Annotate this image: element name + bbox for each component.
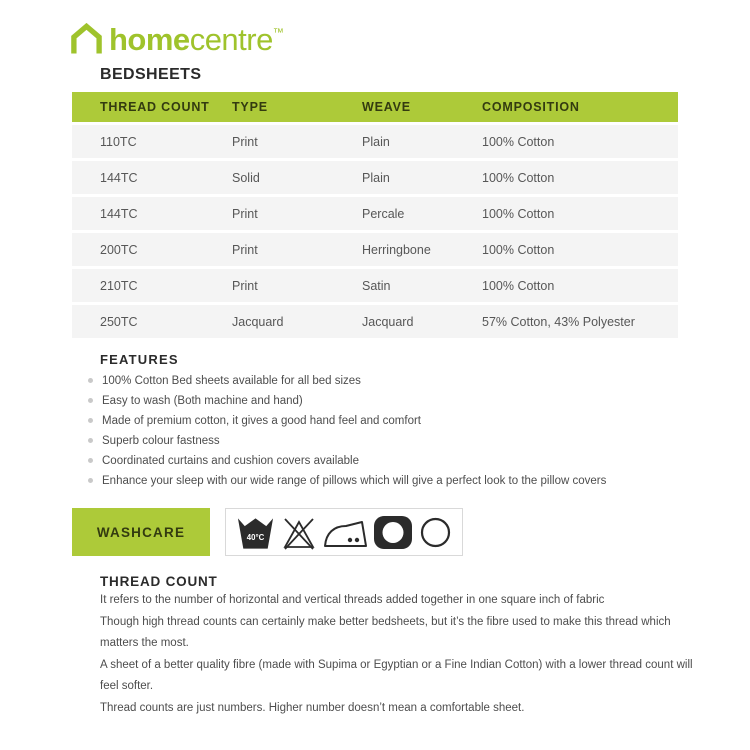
page-title: BEDSHEETS bbox=[100, 66, 202, 83]
cell-weave: Plain bbox=[362, 170, 390, 185]
table-row bbox=[72, 305, 678, 338]
logo-word-centre: centre bbox=[189, 22, 273, 57]
cell-composition: 100% Cotton bbox=[482, 170, 555, 185]
feature-item bbox=[88, 373, 606, 393]
table-row bbox=[72, 125, 678, 158]
cell-thread-count: 210TC bbox=[100, 278, 138, 293]
do-not-bleach-icon bbox=[280, 514, 318, 551]
bullet-icon bbox=[88, 398, 93, 403]
washcare-section bbox=[72, 508, 463, 556]
dry-clean-icon bbox=[419, 514, 452, 551]
bullet-icon bbox=[88, 458, 93, 463]
description-line: Though high thread counts can certainly make better bedsheets, but it’s the fibre used to make this thread which bbox=[100, 615, 671, 628]
description-line: feel softer. bbox=[100, 680, 154, 692]
feature-text: Made of premium cotton, it gives a good hand feel and comfort bbox=[102, 415, 421, 427]
description-line: A sheet of a better quality fibre (made with Supima or Egyptian or a Fine Indian Cotton) with a lower thread count will bbox=[100, 658, 693, 671]
features-heading: FEATURES bbox=[100, 352, 179, 367]
feature-item bbox=[88, 473, 606, 493]
washcare-badge: WASHCARE bbox=[72, 508, 210, 556]
cell-type: Solid bbox=[232, 170, 260, 185]
bullet-icon bbox=[88, 378, 93, 383]
bullet-icon bbox=[88, 438, 93, 443]
table-header-row bbox=[72, 92, 678, 122]
cell-weave: Plain bbox=[362, 134, 390, 149]
cell-type: Print bbox=[232, 134, 258, 149]
cell-weave: Jacquard bbox=[362, 314, 414, 329]
column-header-weave: WEAVE bbox=[362, 100, 411, 114]
cell-composition: 100% Cotton bbox=[482, 134, 555, 149]
bullet-icon bbox=[88, 478, 93, 483]
thread-count-description bbox=[100, 590, 700, 719]
table-row bbox=[72, 233, 678, 266]
cell-type: Jacquard bbox=[232, 314, 284, 329]
cell-thread-count: 144TC bbox=[100, 206, 138, 221]
column-header-composition: COMPOSITION bbox=[482, 100, 580, 114]
feature-text: Superb colour fastness bbox=[102, 435, 220, 447]
wash-temp-label: 40°C bbox=[246, 532, 265, 542]
feature-text: Easy to wash (Both machine and hand) bbox=[102, 395, 303, 407]
feature-item bbox=[88, 433, 606, 453]
description-line: It refers to the number of horizontal and vertical threads added together in one square inch of fabric bbox=[100, 594, 605, 606]
column-header-thread-count: THREAD COUNT bbox=[100, 100, 210, 114]
column-header-type: TYPE bbox=[232, 100, 268, 114]
tumble-dry-icon bbox=[372, 514, 414, 551]
cell-type: Print bbox=[232, 242, 258, 257]
bedsheets-spec-table bbox=[72, 92, 678, 338]
feature-text: Enhance your sleep with our wide range of pillows which will give a perfect look to the pillow covers bbox=[102, 475, 607, 487]
cell-type: Print bbox=[232, 206, 258, 221]
table-row bbox=[72, 269, 678, 302]
logo-word-home: home bbox=[109, 22, 190, 57]
logo-text bbox=[109, 16, 283, 57]
cell-thread-count: 250TC bbox=[100, 314, 138, 329]
description-line: Thread counts are just numbers. Higher number doesn’t mean a comfortable sheet. bbox=[100, 701, 525, 714]
feature-item bbox=[88, 413, 606, 433]
washcare-icons-box bbox=[225, 508, 463, 556]
feature-item bbox=[88, 453, 606, 473]
features-list bbox=[88, 373, 606, 493]
description-line: matters the most. bbox=[100, 637, 189, 649]
cell-weave: Satin bbox=[362, 278, 391, 293]
cell-type: Print bbox=[232, 278, 258, 293]
cell-weave: Herringbone bbox=[362, 242, 431, 257]
cell-composition: 100% Cotton bbox=[482, 278, 555, 293]
house-icon bbox=[70, 23, 103, 55]
homecentre-logo bbox=[70, 16, 283, 57]
cell-composition: 100% Cotton bbox=[482, 206, 555, 221]
feature-text: 100% Cotton Bed sheets available for all bed sizes bbox=[102, 375, 361, 387]
feature-item bbox=[88, 393, 606, 413]
thread-count-heading: THREAD COUNT bbox=[100, 574, 218, 589]
iron-icon bbox=[323, 514, 368, 551]
table-row bbox=[72, 161, 678, 194]
bullet-icon bbox=[88, 418, 93, 423]
wash-40c-icon bbox=[236, 514, 275, 551]
feature-text: Coordinated curtains and cushion covers available bbox=[102, 455, 359, 467]
cell-thread-count: 110TC bbox=[100, 134, 137, 149]
cell-composition: 100% Cotton bbox=[482, 242, 555, 257]
cell-thread-count: 144TC bbox=[100, 170, 138, 185]
trademark-symbol: ™ bbox=[272, 27, 284, 39]
table-row bbox=[72, 197, 678, 230]
cell-thread-count: 200TC bbox=[100, 242, 138, 257]
cell-weave: Percale bbox=[362, 206, 405, 221]
cell-composition: 57% Cotton, 43% Polyester bbox=[482, 314, 635, 329]
